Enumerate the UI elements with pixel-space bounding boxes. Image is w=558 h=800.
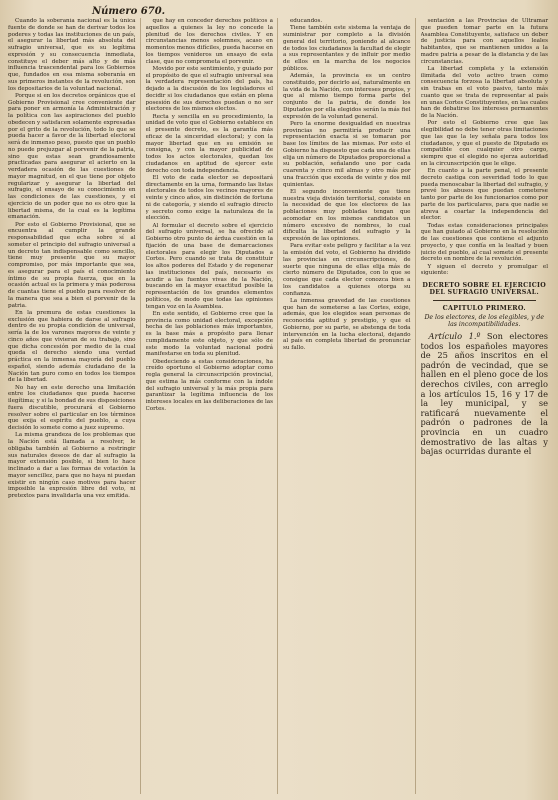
decree-title: DECRETO SOBRE EL EJERCICIO DEL SUFRAGIO UNIVERSAL. [422,282,547,297]
text-columns [8,18,552,794]
paragraph: Por esto el Gobierno Provisional, que se encuentra al cumplir la grande responsabilidad que echa sobre sí al someter el principio del sufragio universal a un decreto tan indispensable como sencillo, tiene muy presente que su mayor compromiso, por más importante que sea, es asegurar para el país el conocimiento íntimo de su propia fuerza, que en la ocasión actual es la primera y más poderosa de cuantas tiene el pueblo para resolver de la manera que sea a bien el porvenir de la patria. [8,221,136,309]
column-2 [146,18,279,794]
paragraph: Tiene también este sistema la ventaja de suministrar por completo a la división general del territorio, poniendo al alcance de todos los ciudadanos la facultad de elegir a sus representantes y de influir por medio de ellos en la marcha de los negocios públicos. [283,25,411,72]
paragraph: Y siguen el decreto y promulgar el siguiente: [420,263,548,277]
paragraph: La libertad completa y la extensión ilimitada del voto activo traen como consecuencia forzosa la libertad absoluta y sin trabas en el voto pasivo, tanto más cuanto que se trata de representar al país en unas Cortes Constituyentes, en las cuales han de debatirse los intereses permanentes de la Nación. [420,65,548,119]
paragraph: En cuanto a la parte penal, el presente decreto castiga con severidad todo lo que pueda menoscabar la libertad del sufragio, y prevé los abusos que puedan cometerse tanto por parte de los funcionarios como por parte de los particulares, para que nadie se atreva a coartar la independencia del elector. [420,168,548,222]
chapter-heading: CAPITULO PRIMERO. [442,303,526,312]
paragraph: En la premura de estas cuestiones la exclusión que habiera de darse al sufragio dentro de su propia condición de universal, sería la de los varones mayores de veinte y cinco años que vivieran de su trabajo, sino que dicha concesión por medio de la cual queda el derecho siendo una verdad práctica en la inmensa mayoría del pueblo español, siendo además ciudadano de la Nación tan puro como en todos los tiempos de la libertad. [8,309,136,384]
paragraph: educandos. [290,18,323,24]
paragraph: Para evitar este peligro y facilitar a la vez la emisión del voto, el Gobierno ha dividido las provincias en circunscripciones, de suerte que ninguna de ellas elija más de cierto número de Diputados, con lo que se consigue que cada elector conozca bien a los candidatos a quienes otorga su confianza. [283,243,411,297]
paragraph: Cuando la soberanía nacional es la única fuente de donde se han de derivar todos los poderes y todas las instituciones de un país, el asegurar la libertad más absoluta del sufragio universal, que es su legítima expresión y su consecuencia inmediata, constituye el deber más alto y de más influencia trascendental para los Gobiernos que, fundados en esa misma soberanía en sus primeros instantes de la revolución, son los depositarios de la voluntad nacional. [8,18,136,92]
paragraph: Todas estas consideraciones principales que han guiado al Gobierno en la resolución de las cuestiones que contiene el adjunto proyecto, y que confía en la lealtad y buen juicio del pueblo, al cual somete el presente decreto en nombre de la revolución. [420,222,548,263]
paragraph: Movido por este sentimiento, y guiado por el propósito de que el sufragio universal sea la verdadera representación del país, ha dejado a la discusión de los legisladores el decidir si los ciudadanos que están en plena posesión de sus derechos puedan o no ser electores de los mismos electos. [145,65,273,113]
paragraph: No hay en este derecho una limitación entre los ciudadanos que pueda hacerse ilegítima; y si la bondad de sus disposiciones fuera discutible, procurará el Gobierno resolver sobre el particular en los términos que exija el espíritu del pueblo, a cuya decisión lo somete como a juez supremo. [8,384,136,431]
paragraph: El voto de cada elector se depositará directamente en la urna, formando las listas electorales de todos los vecinos mayores de veinte y cinco años, sin distinción de fortuna ni de categoría, y siendo el sufragio directo y secreto como exige la naturaleza de la elección. [145,174,273,222]
paragraph: Por esto el Gobierno cree que las elegibilidad no debe tener otras limitaciones que las que la ley señala para todos los ciudadanos, y que el puesto de Diputado es compatible con cualquier otro cargo, siempre que el elegido no ejerza autoridad en la circunscripción que le elige. [420,120,548,167]
paragraph: Porque si en los decretos orgánicos que el Gobierno Provisional cree conveniente dar para poner en armonía la Administración y la política con las aspiraciones del pueblo obedecen y satisfacen solamente expresadas por el grito de la revolución, todo lo que se pueda hacer a favor de la libertad electoral será de inmenso peso, puesto que un pueblo no puede prejuzgar al porvenir de la patria, sino que estas sean grandiosamente practicadas para asegurar el acierto en la verdadera ocasión de las cuestiones de mayor magnitud, en el que tiene por objeto regularizar y asegurar la libertad del sufragio, el ensayo de su conocimiento en las condiciones de las cuestiones, y el ejercicio de un poder que no es otro que la libertad misma, de la cual es la legítima emanación. [8,92,136,221]
column-1 [8,18,141,794]
article-label: Artículo 1.º [428,330,481,341]
paragraph: Recta y sencilla en su procedimiento, la unidad de voto que el Gobierno establece en el presente decreto, es la garantía más eficaz de la sinceridad electoral; y con la mayor libertad que en su emisión se consigna, y con la mayor publicidad de todos los actos electorales, quedan los ciudadanos en aptitud de ejercer este derecho con toda independencia. [145,113,273,174]
paragraph: Al formular el decreto sobre el ejercicio del sufragio universal, se ha ofrecido al Gobierno otro punto de árdua cuestión en la fijación de una base de demarcaciones electorales para elegir los Diputados a Cortes. Pero cuando se trata de constituir los altos poderes del Estado y de regenerar las instituciones del país, necesario es acudir a las fuentes vivas de la Nación, buscando en la mayor exactitud posible la representación de los grandes elementos políticos, de modo que todas las opiniones tengan voz en la Asamblea. [145,222,273,310]
paragraph: Además, la provincia es un centro constituido, por decirlo así, naturalmente en la vida de la Nación, con intereses propios, y que al mismo tiempo forma parte del conjunto de la patria, de donde los Diputados por ella elegidos serán la más fiel expresión de la voluntad general. [283,73,411,120]
chapter-subtitle: De los electores, de los elegibles, y de las incompatibilidades. [424,313,545,328]
paragraph: La inmensa gravedad de las cuestiones que han de someterse a las Cortes, exige, además, que los elegidos sean personas de reconocida aptitud y prestigio, y que el Gobierno, por su parte, se abstenga de toda intervención en la lucha electoral, dejando al país en completa libertad de pronunciar su fallo. [283,297,411,351]
paragraph: Obedeciendo a estas consideraciones, ha creído oportuno el Gobierno adoptar como regla general la circunscripción provincial, que estima la más conforme con la índole del sufragio universal y la más propia para garantizar la legítima influencia de los intereses locales en las deliberaciones de las Cortes. [145,358,273,412]
article-1 [421,332,549,457]
paragraph: que hay en conceder derechos políticos a aquellos a quienes la ley no concede la plenitud de los derechos civiles. Y en circunstancias menos solemnes, acaso en momentos menos difíciles, pueda hacerse en los tiempos venideros un ensayo de esta clase, que no comprometa el porvenir. [145,18,273,65]
article-text: Son electores todos los españoles mayores de 25 años inscritos en el padrón de vecindad, que se hallen en el pleno goce de los derechos civiles, con arreglo a los artículos 15, 16 y 17 de la ley municipal, y se ratificará nuevamente el padrón o padrones de la provincia en un cuadro demostrativo de las altas y bajas ocurridas durante el [420,330,549,457]
column-4 [421,18,553,794]
issue-number: Número 670. [92,6,166,17]
paragraph: La misma grandeza de los problemas que la Nación está llamada a resolver, le obligaba también al Gobierno a restringir sus naturales deseos de dar al sufragio la mayor extensión posible, si bien lo hace inclinado a dar a las formas de votación la mayor sencillez, para que no haya ni puedan existir en ningún caso motivos para hacer imposible la expresión libre del voto, ni pretextos para invalidarla una vez emitida. [8,432,136,499]
paragraph: El segundo inconveniente que tiene nuestra vieja división territorial, consiste en la necesidad de que los electores de las poblaciones muy pobladas tengan que acomodar en los mismos candidatos un número excesivo de nombres, lo cual dificulta la libertad del sufragio y la expresión de las opiniones. [283,188,411,242]
paragraph: sentación a las Provincias de Ultramar que pueden tomar parte en la futura Asamblea Constituyente, satisface un deber de justicia para con aquellos leales habitantes, que se mantienen unidos a la madre patria a pesar de la distancia y de las circunstancias. [420,18,548,65]
article-paragraph [421,332,549,457]
paragraph: Pero la enorme desigualdad en nuestras provincias no permitiría producir una representación exacta si se tomaran por base los límites de las mismas. Por esto el Gobierno ha dispuesto que cada una de ellas elija un número de Diputados proporcional a su población, señalando uno por cada cuarenta y cinco mil almas y otro más por una fracción que exceda de veinte y dos mil quinientas. [283,120,411,188]
column-3 [283,18,416,794]
divider [433,300,537,301]
paragraph: En este sentido, el Gobierno cree que la provincia como unidad electoral, excepción hecha de las poblaciones más importantes, es la base más a propósito para llenar cumplidamente este objeto, y que sólo de este modo la voluntad nacional podrá manifestarse en toda su plenitud. [145,310,273,358]
